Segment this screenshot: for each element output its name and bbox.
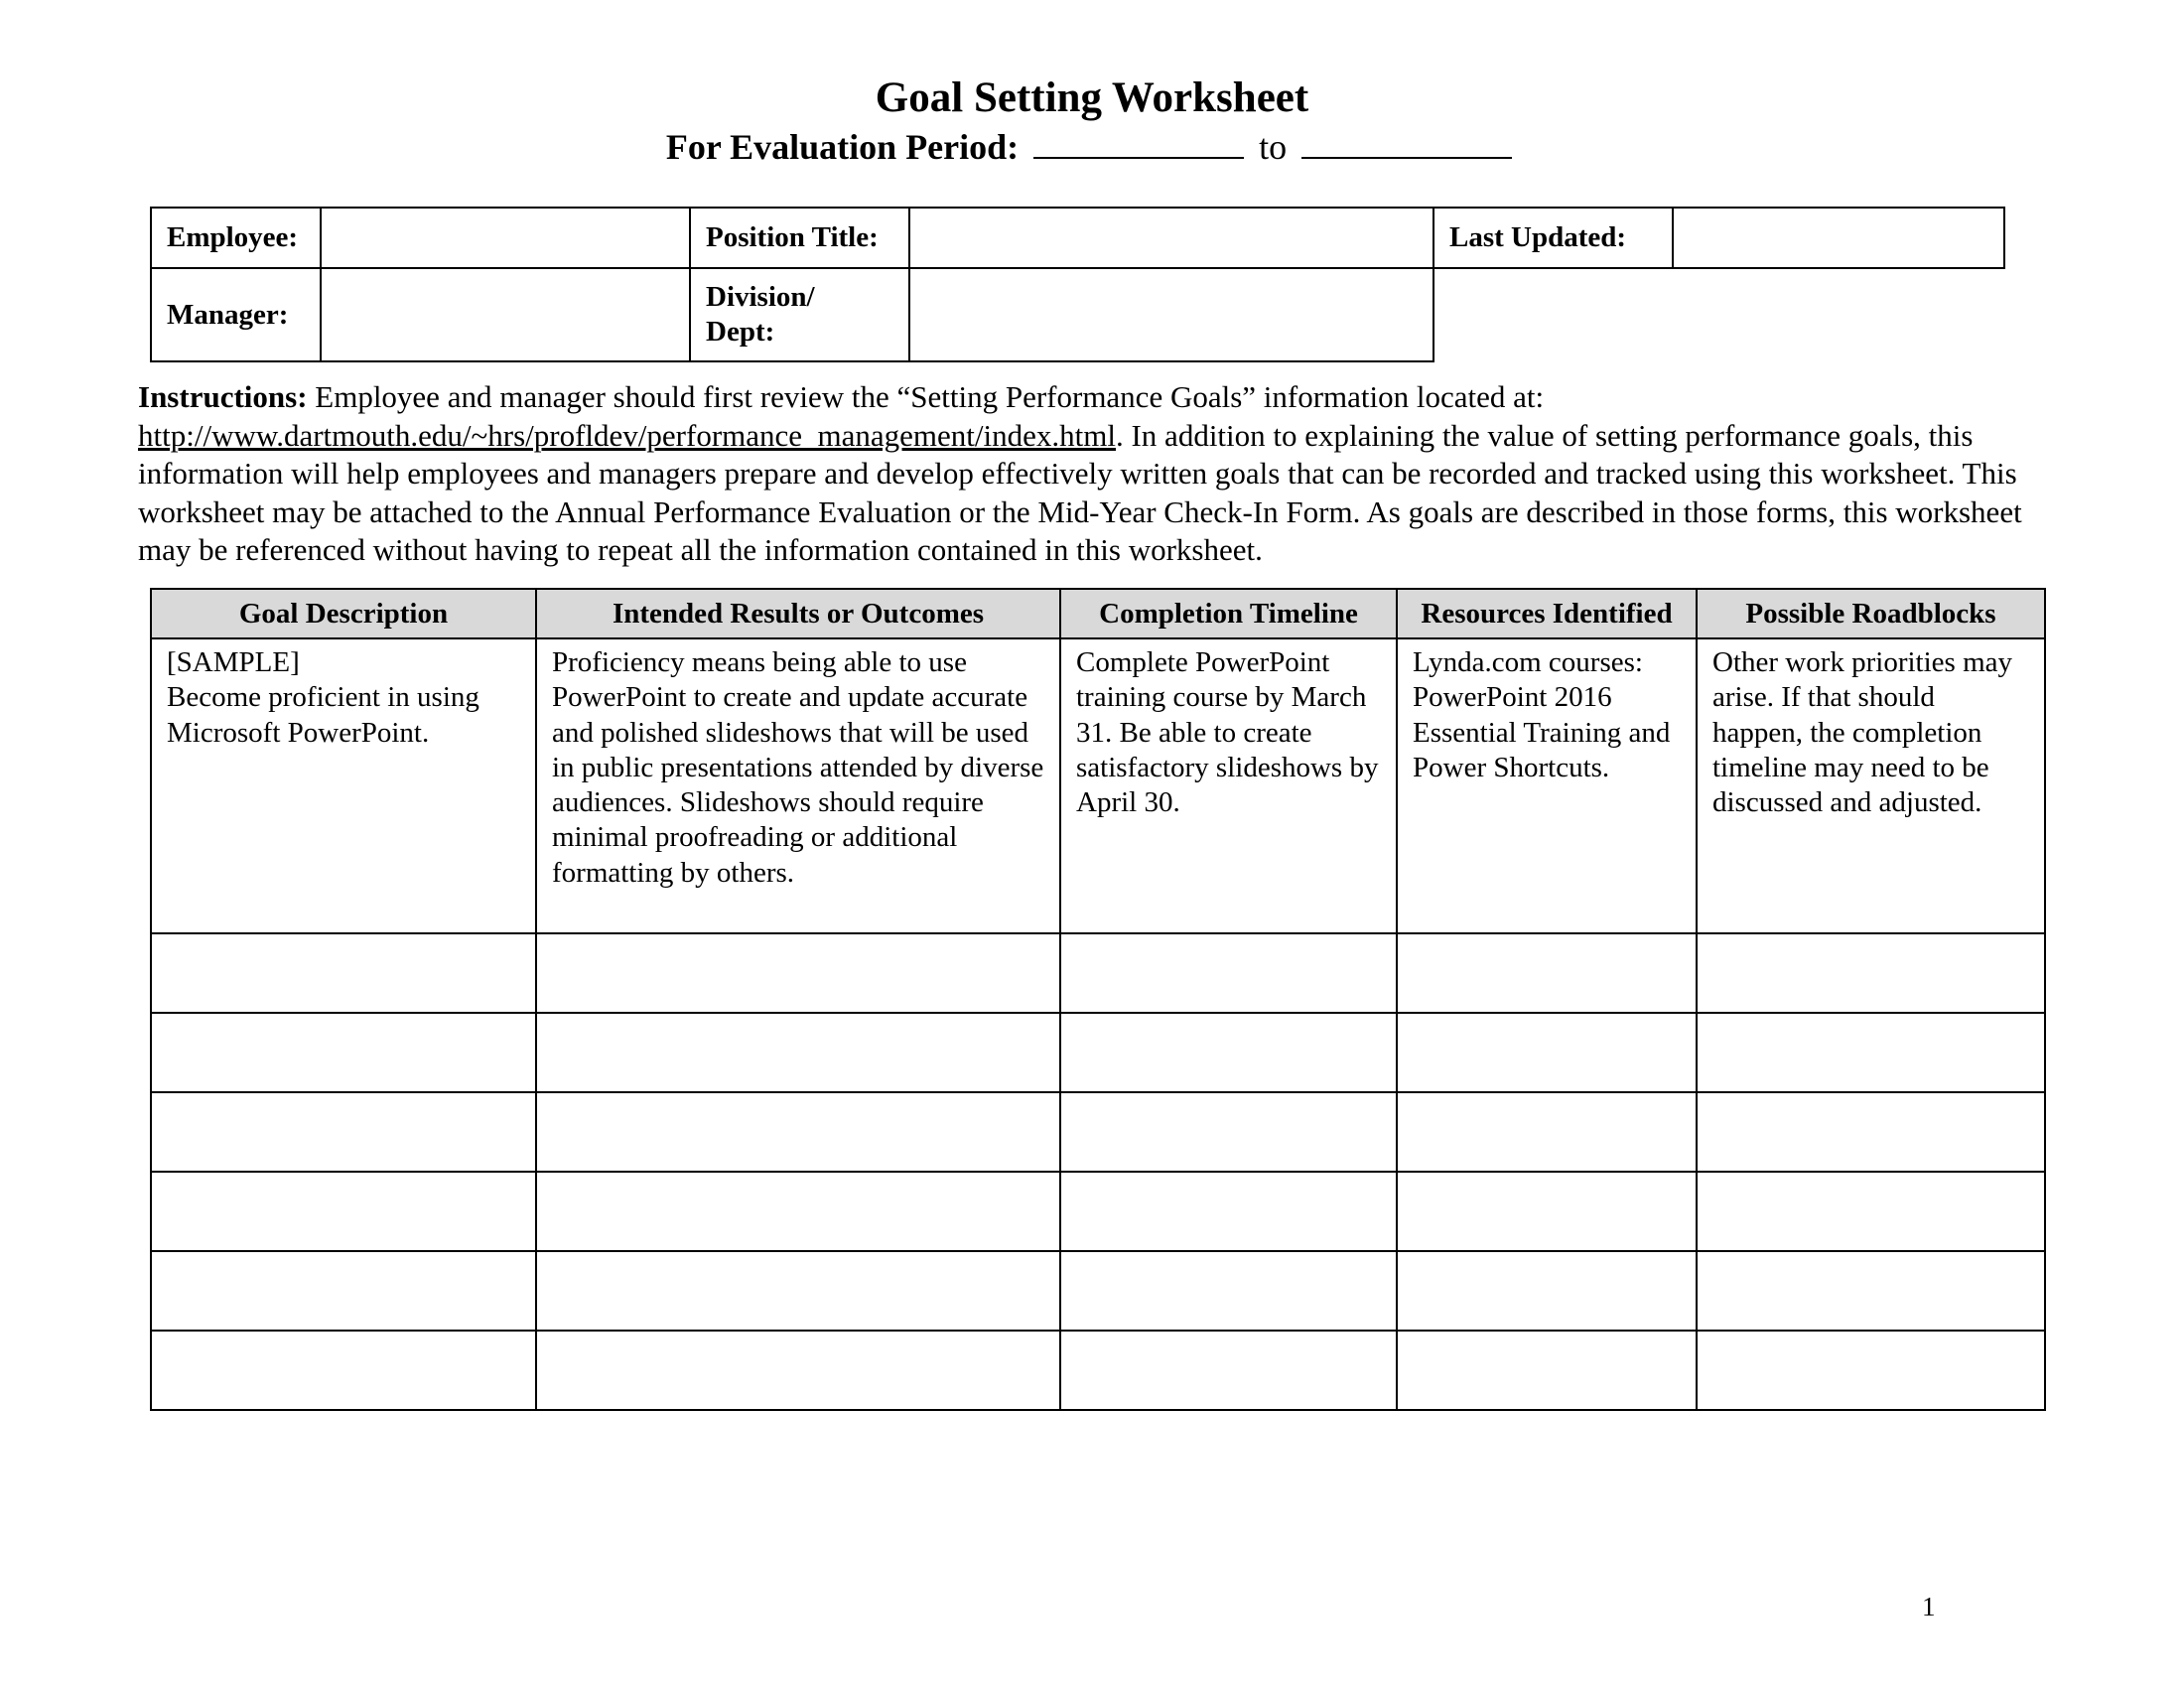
instructions-text-1: Employee and manager should first review the “Setting Performance Goals” information located at:	[307, 379, 1545, 414]
resources-cell[interactable]	[1397, 1331, 1697, 1410]
roadblocks-cell[interactable]	[1697, 933, 2045, 1013]
roadblocks-cell[interactable]	[1697, 1013, 2045, 1092]
goal-description-cell[interactable]	[151, 933, 536, 1013]
evaluation-period-label: For Evaluation Period:	[665, 127, 1020, 167]
evaluation-period-line	[0, 124, 2184, 170]
completion-timeline-cell[interactable]	[1060, 933, 1397, 1013]
table-row	[151, 1092, 2045, 1172]
page-title: Goal Setting Worksheet	[875, 74, 1309, 121]
resources-cell[interactable]	[1397, 933, 1697, 1013]
sample-tag: [SAMPLE]	[167, 646, 300, 678]
intended-results-cell[interactable]	[536, 933, 1060, 1013]
completion-timeline-cell[interactable]	[1060, 1331, 1397, 1410]
header-goal-description: Goal Description	[151, 589, 536, 638]
manager-field[interactable]	[321, 268, 690, 361]
table-row	[151, 1251, 2045, 1331]
header-completion-timeline: Completion Timeline	[1060, 589, 1397, 638]
intended-results-cell[interactable]	[536, 1331, 1060, 1410]
completion-timeline-cell[interactable]	[1060, 1092, 1397, 1172]
intended-results-cell[interactable]	[536, 1172, 1060, 1251]
goal-description-cell[interactable]	[151, 1013, 536, 1092]
completion-timeline-cell[interactable]	[1060, 1013, 1397, 1092]
goals-table	[150, 588, 2046, 1411]
table-row	[151, 1172, 2045, 1251]
employee-field[interactable]	[321, 208, 690, 268]
roadblocks-cell[interactable]	[1697, 1172, 2045, 1251]
sample-resources-cell[interactable]: Lynda.com courses: PowerPoint 2016 Essential Training and Power Shortcuts.	[1397, 638, 1697, 933]
roadblocks-cell[interactable]	[1697, 1092, 2045, 1172]
table-row	[151, 1013, 2045, 1092]
period-end-field[interactable]	[1301, 127, 1512, 159]
table-row	[151, 933, 2045, 1013]
empty-space	[1433, 268, 2004, 361]
goal-description-cell[interactable]	[151, 1092, 536, 1172]
completion-timeline-cell[interactable]	[1060, 1251, 1397, 1331]
sample-roadblocks-cell[interactable]: Other work priorities may arise. If that should happen, the completion timeline may need to be discussed and adjusted.	[1697, 638, 2045, 933]
division-dept-field[interactable]	[909, 268, 1433, 361]
sample-timeline-cell[interactable]: Complete PowerPoint training course by March 31. Be able to create satisfactory slideshows by April 30.	[1060, 638, 1397, 933]
completion-timeline-cell[interactable]	[1060, 1172, 1397, 1251]
header-resources-identified: Resources Identified	[1397, 589, 1697, 638]
period-start-field[interactable]	[1033, 127, 1244, 159]
roadblocks-cell[interactable]	[1697, 1251, 2045, 1331]
intended-results-cell[interactable]	[536, 1092, 1060, 1172]
table-row	[151, 1331, 2045, 1410]
instructions-text-2: . In addition to explaining the value of setting performance goals, this information will help employees and managers prepare and develop effectively written goals that can be recorded and tracked using this worksheet. This worksheet may be attached to the Annual Performance Evaluation or the Mid-Year Check-In Form. As goals are described in those forms, this worksheet may be referenced without having to repeat all the information contained in this worksheet.	[138, 417, 2022, 567]
intended-results-cell[interactable]	[536, 1251, 1060, 1331]
instructions-paragraph	[138, 378, 2044, 570]
period-to-label: to	[1259, 127, 1288, 167]
position-title-field[interactable]	[909, 208, 1433, 268]
employee-info-table	[150, 207, 2005, 362]
employee-label: Employee:	[151, 208, 321, 268]
hr-performance-link[interactable]: http://www.dartmouth.edu/~hrs/profldev/performance_management/index.html	[138, 417, 1116, 453]
sample-goal-text: Become proficient in using Microsoft PowerPoint.	[167, 681, 479, 749]
resources-cell[interactable]	[1397, 1251, 1697, 1331]
header-possible-roadblocks: Possible Roadblocks	[1697, 589, 2045, 638]
dept-label: Dept:	[706, 316, 775, 348]
instructions-label: Instructions:	[138, 379, 308, 414]
resources-cell[interactable]	[1397, 1013, 1697, 1092]
last-updated-label: Last Updated:	[1433, 208, 1673, 268]
position-title-label: Position Title:	[690, 208, 909, 268]
header-intended-results: Intended Results or Outcomes	[536, 589, 1060, 638]
table-row-sample	[151, 638, 2045, 933]
goal-description-cell[interactable]	[151, 1172, 536, 1251]
sample-goal-cell[interactable]	[151, 638, 536, 933]
resources-cell[interactable]	[1397, 1172, 1697, 1251]
resources-cell[interactable]	[1397, 1092, 1697, 1172]
page-number: 1	[1922, 1592, 1936, 1621]
goal-description-cell[interactable]	[151, 1331, 536, 1410]
last-updated-field[interactable]	[1673, 208, 2004, 268]
sample-results-cell[interactable]: Proficiency means being able to use PowerPoint to create and update accurate and polished slideshows that will be used in public presentations attended by diverse audiences. Slideshows should require minimal proofreading or additional formatting by others.	[536, 638, 1060, 933]
intended-results-cell[interactable]	[536, 1013, 1060, 1092]
division-label: Division/	[706, 281, 815, 313]
goal-description-cell[interactable]	[151, 1251, 536, 1331]
division-dept-label	[690, 268, 909, 361]
goals-header-row	[151, 589, 2045, 638]
roadblocks-cell[interactable]	[1697, 1331, 2045, 1410]
manager-label: Manager:	[151, 268, 321, 361]
